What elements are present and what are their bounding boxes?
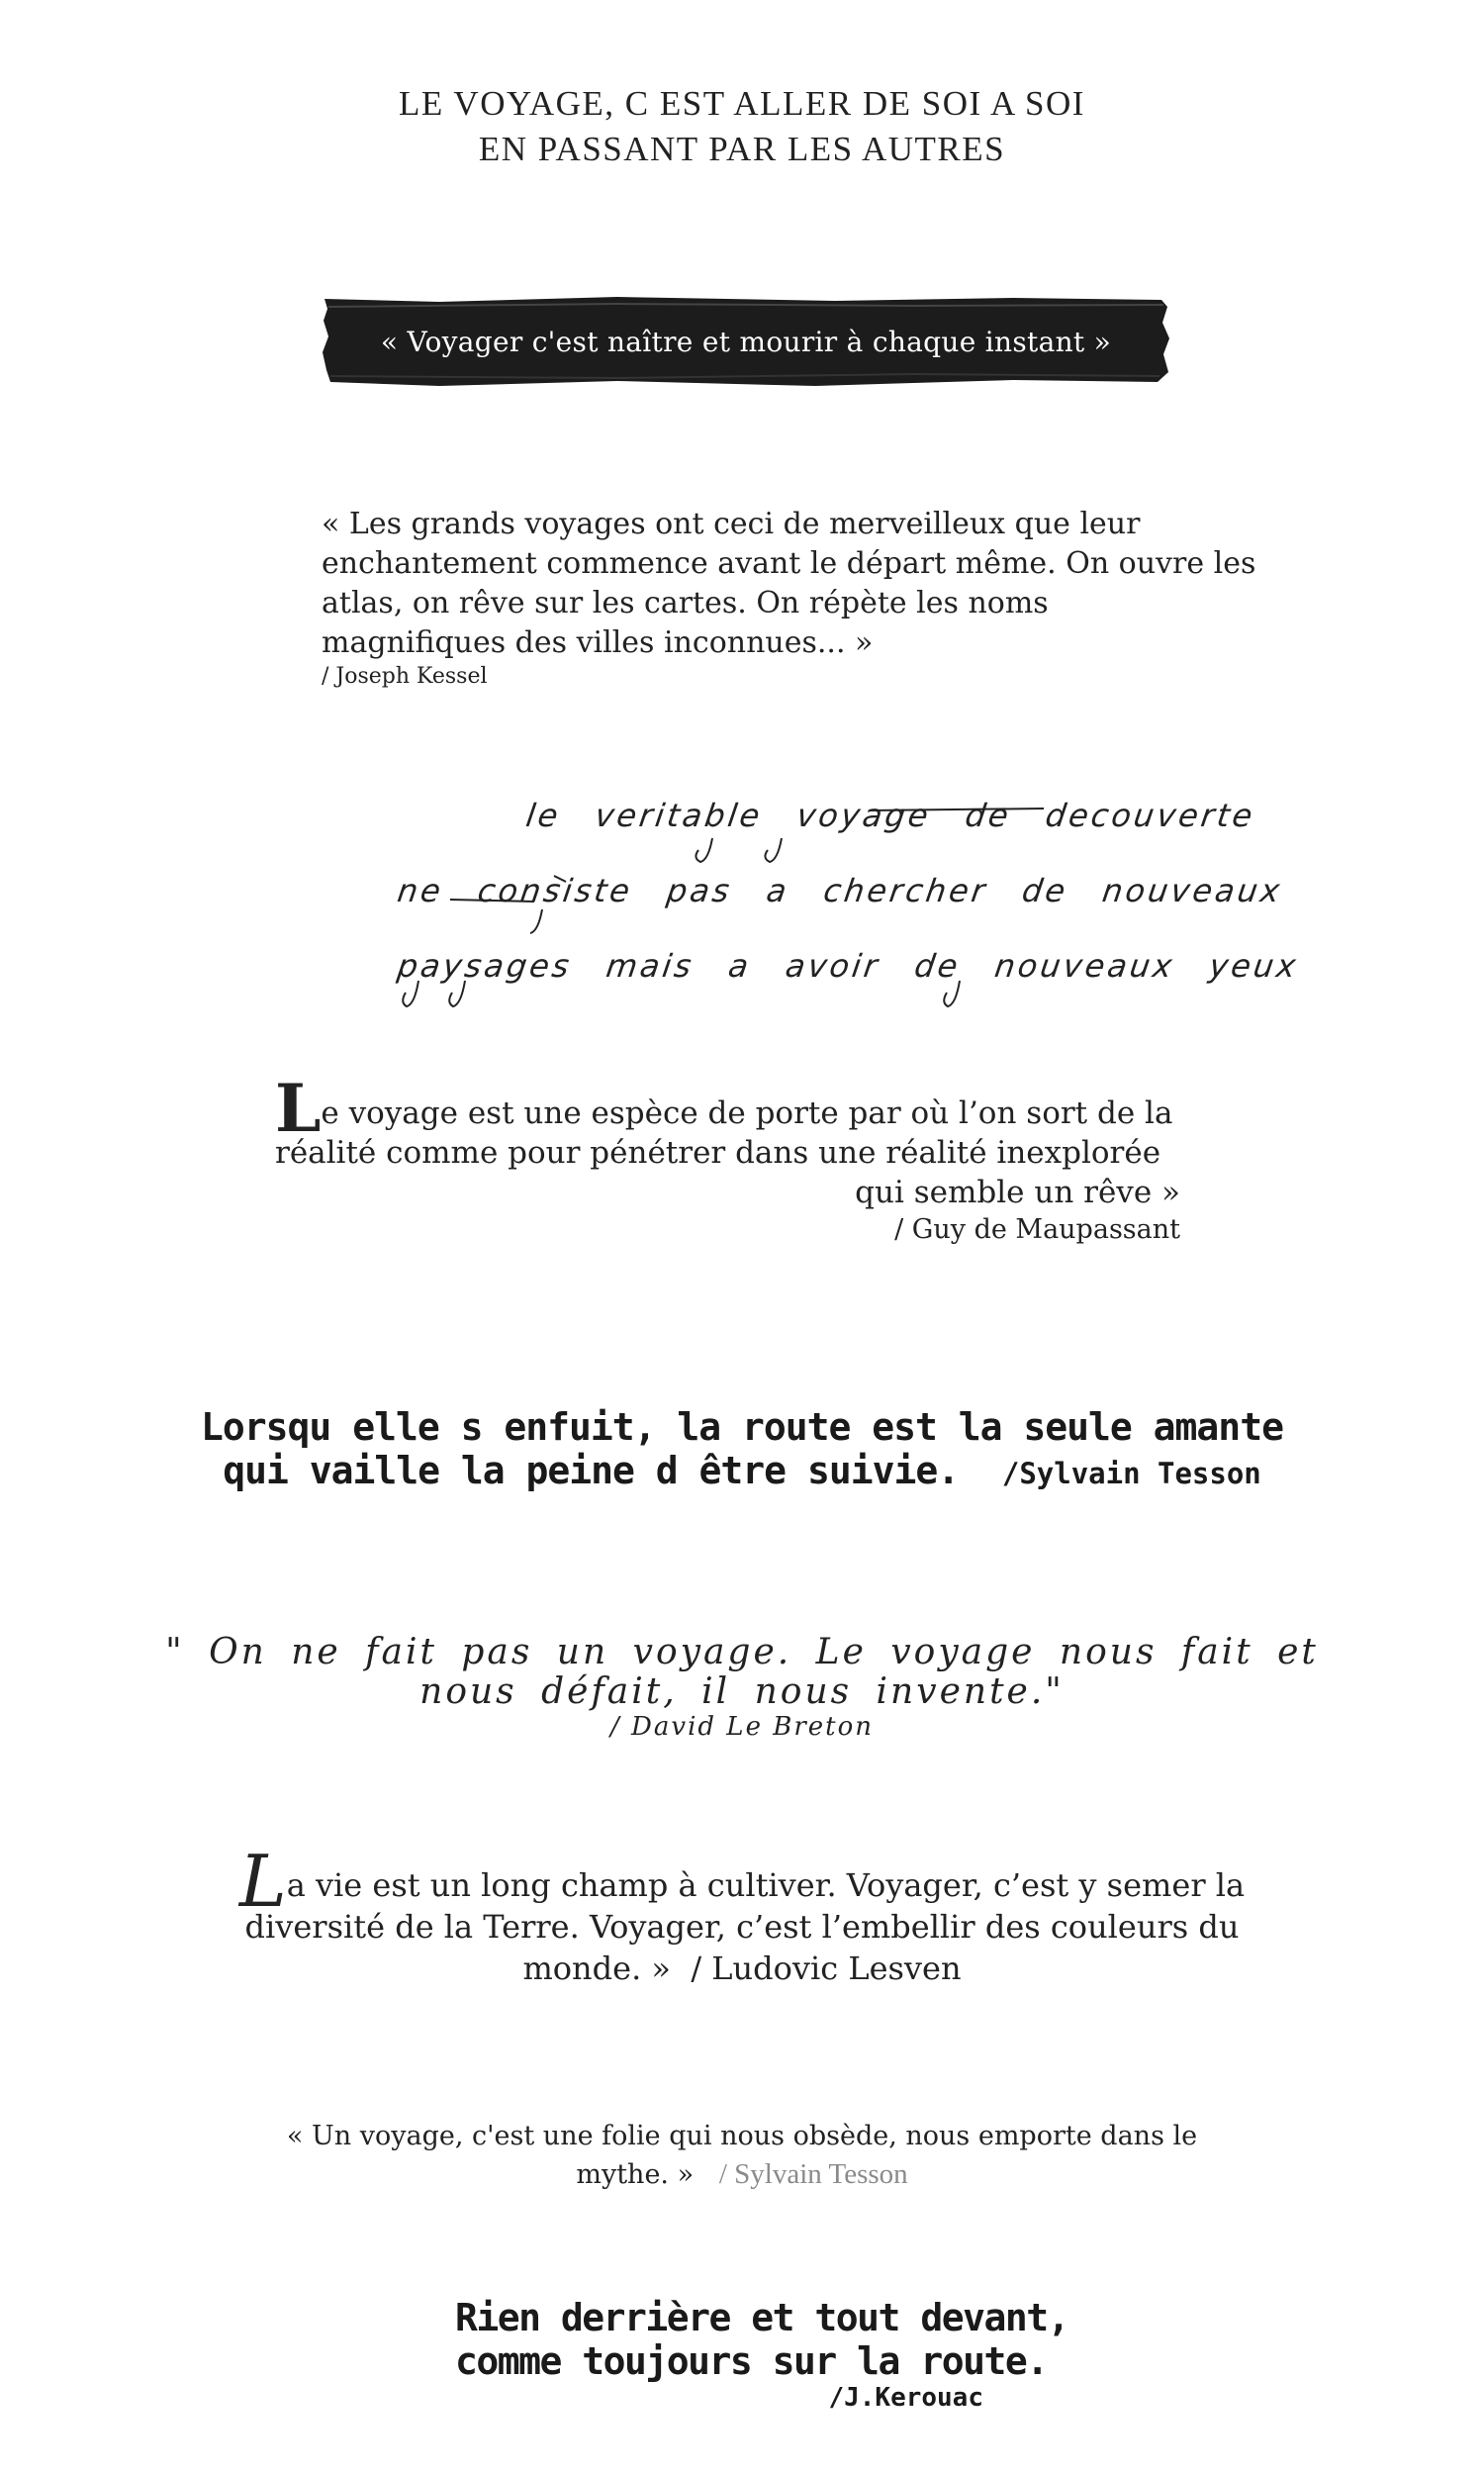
kerouac-author: /J.Kerouac [828,2383,983,2413]
tesson2-line-1: « Un voyage, c'est une folie qui nous obsède, nous emporte dans le [286,2121,1198,2151]
handwritten-line-3: paysages mais a avoir de nouveaux yeux [395,947,1302,985]
quote-kerouac [455,2296,1068,2413]
maupassant-author: / Guy de Maupassant [894,1214,1180,1245]
lesven-line-3 [228,1948,1256,1989]
kessel-line-4: magnifiques des villes inconnues... » [322,625,874,660]
title-line-2: EN PASSANT PAR LES AUTRES [478,130,1006,168]
breton-author: / David Le Breton [610,1712,874,1742]
kessel-line-3: atlas, on rêve sur les cartes. On répète les noms [322,586,1049,620]
lesven-drop-cap: L [238,1840,287,1923]
kessel-author: / Joseph Kessel [322,664,488,689]
title-line-1: LE VOYAGE, C EST ALLER DE SOI A SOI [399,84,1085,123]
breton-line-1: " On ne fait pas un voyage. Le voyage nous fait et [165,1632,1319,1672]
lesven-line-1 [228,1840,1256,1923]
quote-maupassant [275,1070,1180,1248]
tesson1-author: /Sylvain Tesson [1001,1457,1261,1490]
kerouac-line-1: Rien derrière et tout devant, [455,2296,1068,2339]
maupassant-line-2: réalité comme pour pénétrer dans une réalité inexplorée [275,1135,1161,1171]
lesven-line-3-text: monde. » [522,1950,671,1987]
quote-lesven [228,1840,1256,1989]
lesven-author: / Ludovic Lesven [691,1950,962,1987]
kessel-quote-text [322,505,1256,663]
tesson2-line-2-text: mythe. » [576,2159,695,2190]
quote-kessel [322,505,1256,691]
quote-tesson-folie [0,2118,1484,2194]
tesson1-line-2 [0,1449,1484,1495]
tesson1-line-1: Lorsqu elle s enfuit, la route est la seule amante [201,1405,1283,1449]
kessel-line-1: « Les grands voyages ont ceci de merveilleux que leur [322,507,1141,541]
quote-le-breton [0,1633,1484,1742]
page-title [0,81,1484,172]
maupassant-line-3: qui semble un rêve » [855,1175,1180,1210]
maupassant-line-1-text: e voyage est une espèce de porte par où l’on sort de la [321,1095,1173,1131]
quote-tesson-route [0,1405,1484,1495]
maupassant-drop-cap: L [275,1070,322,1147]
quote-banner [321,293,1171,390]
kerouac-line-2: comme toujours sur la route. [455,2339,1048,2383]
banner-quote-text: « Voyager c'est naître et mourir à chaque instant » [380,325,1112,358]
tesson1-line-2-text: qui vaille la peine d être suivie. [223,1449,960,1492]
tesson2-line-2 [0,2155,1484,2194]
kessel-line-2: enchantement commence avant le départ même. On ouvre les [322,546,1256,581]
handwritten-line-2: ne consiste pas a chercher de nouveaux [395,872,1285,909]
tesson2-author: / Sylvain Tesson [718,2158,908,2190]
handwritten-line-1: le veritable voyage de decouverte [523,797,1258,834]
maupassant-line-1 [275,1070,1180,1147]
breton-line-2: nous défait, il nous invente." [419,1671,1065,1712]
lesven-line-2: diversité de la Terre. Voyager, c’est l’embellir des couleurs du [244,1908,1240,1946]
lesven-line-1-text: a vie est un long champ à cultiver. Voyager, c’est y semer la [286,1866,1246,1904]
